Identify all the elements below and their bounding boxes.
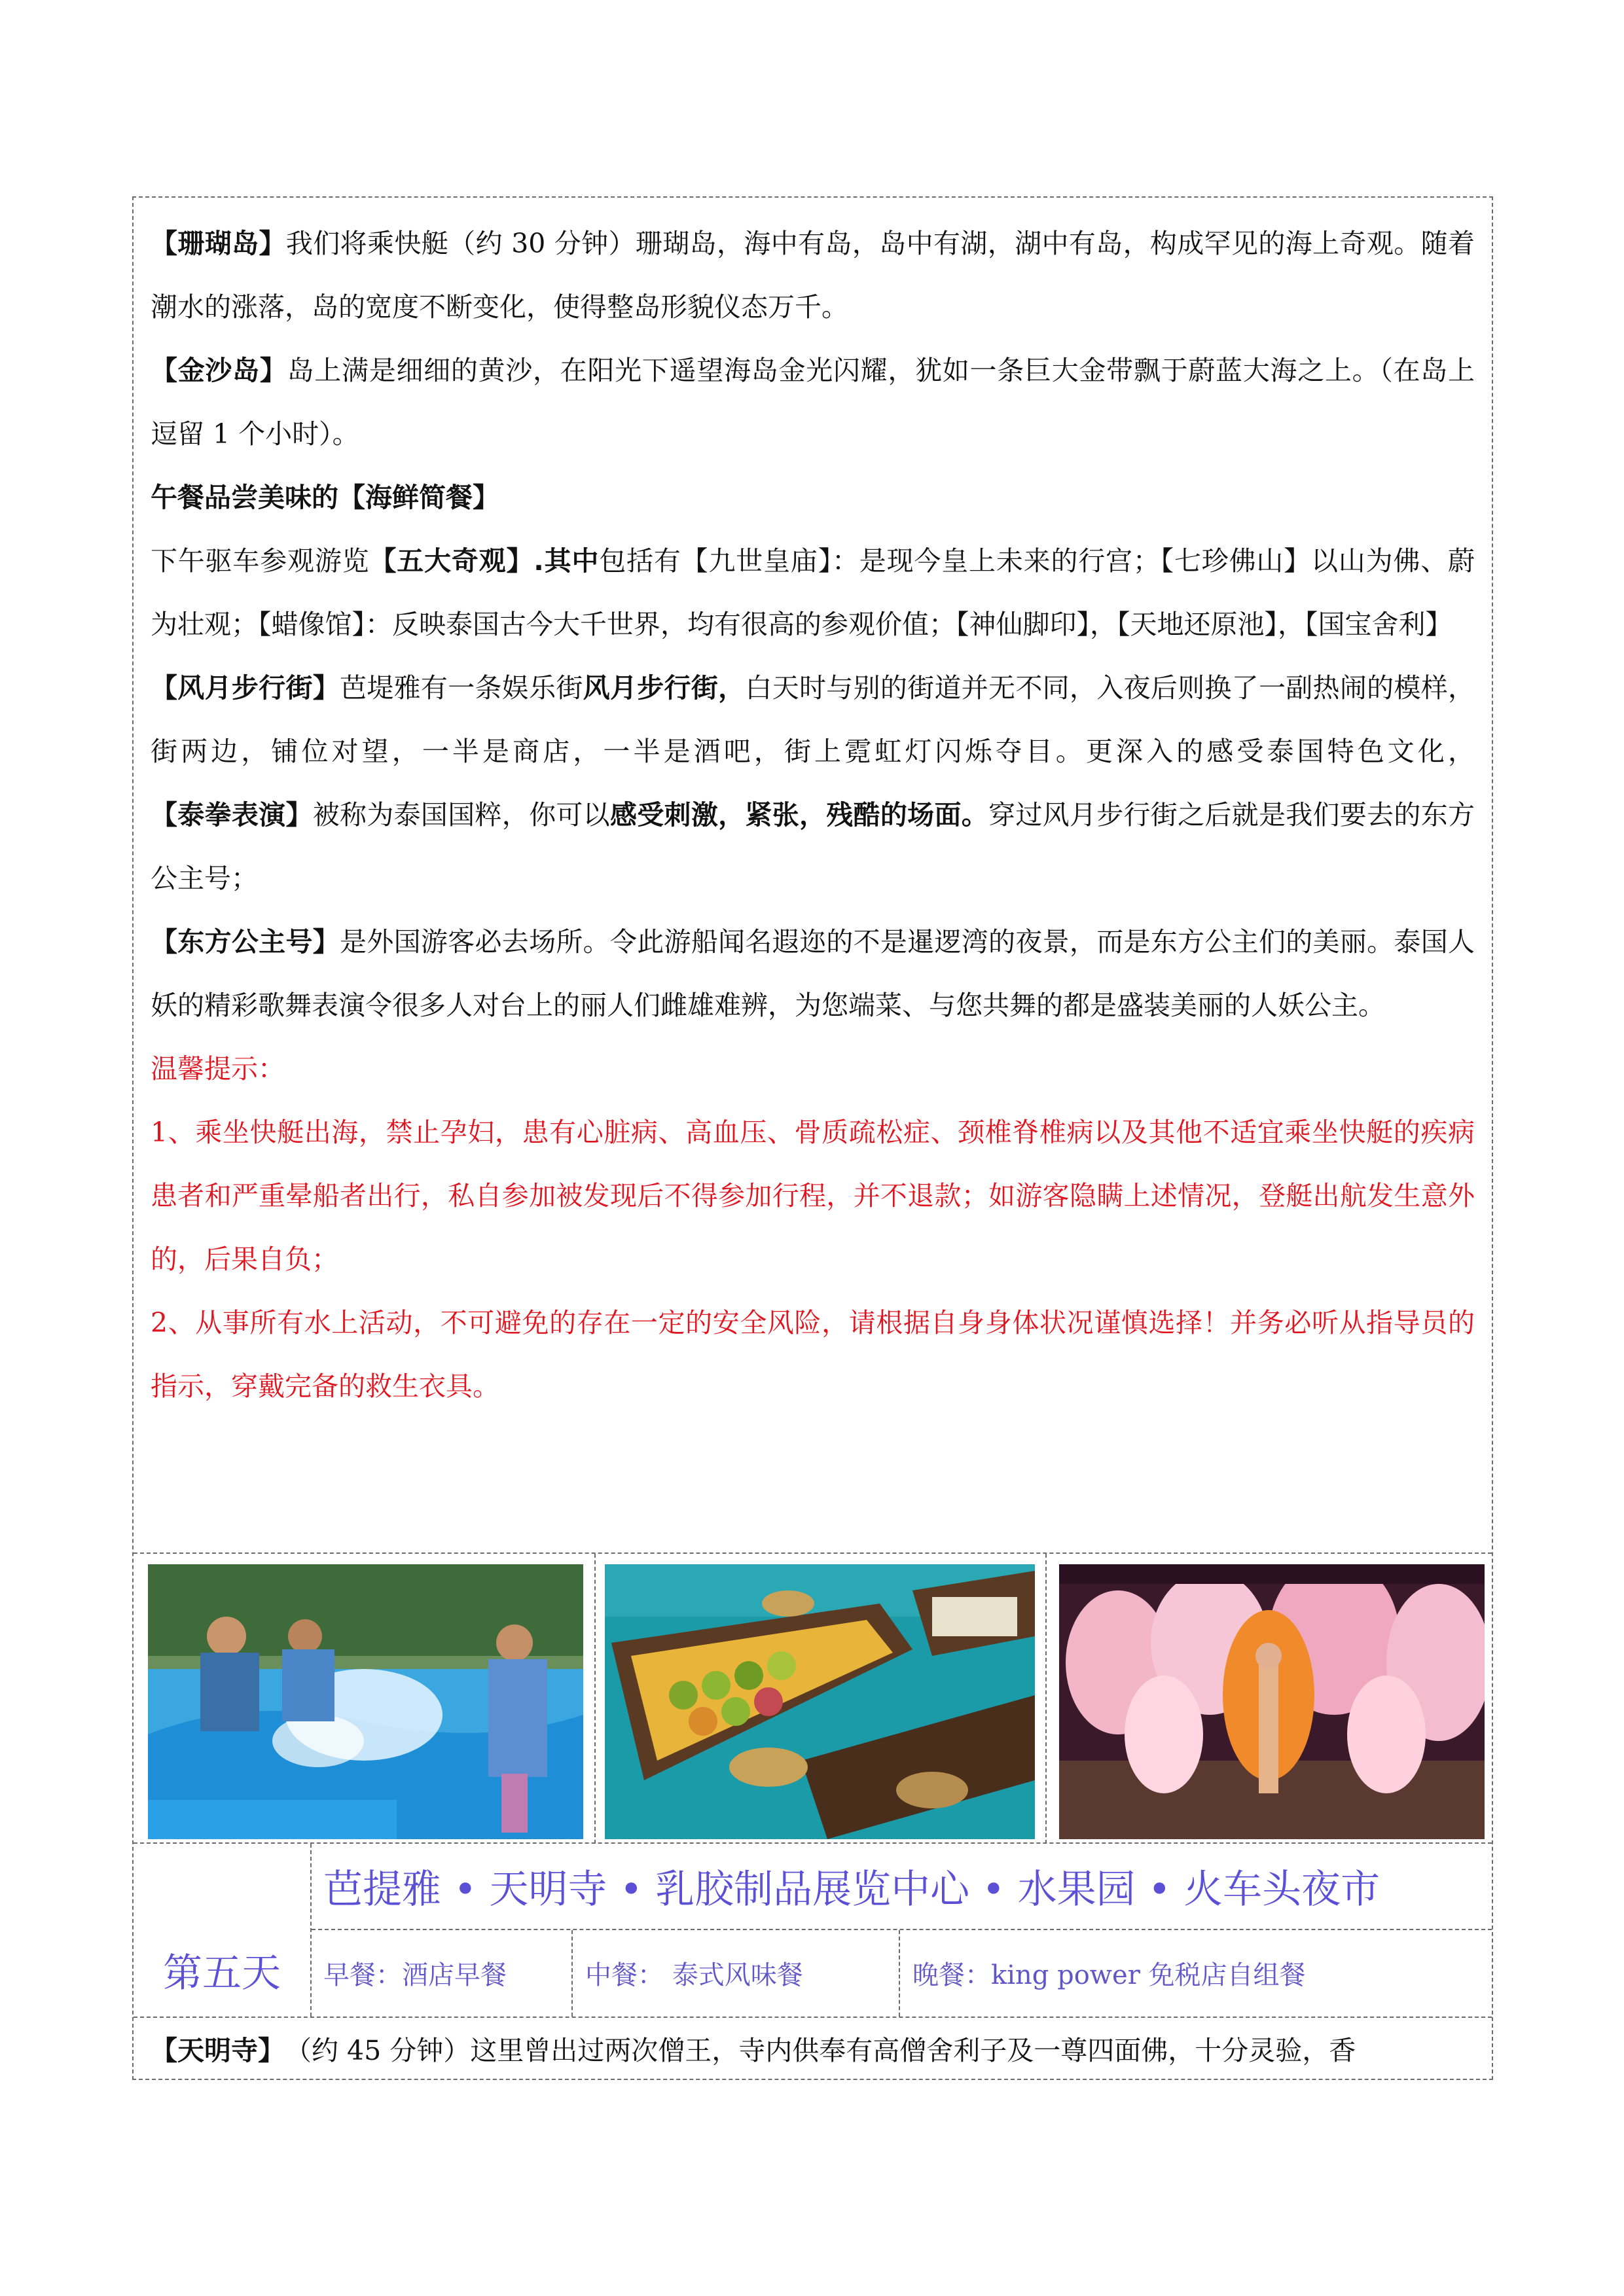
breakfast-info: 早餐：酒店早餐 xyxy=(323,1960,507,1990)
coral-island-paragraph xyxy=(151,212,1475,339)
lunch-text: 午餐品尝美味的【海鲜简餐】 xyxy=(151,482,499,513)
meal-divider-1 xyxy=(571,1930,573,2017)
floating-market-photo xyxy=(605,1564,1035,1839)
oriental-princess-paragraph xyxy=(151,910,1475,1037)
five-wonders-title: 【五大奇观】.其中 xyxy=(369,545,600,577)
tianming-temple-text: （约 45 分钟）这里曾出过两次僧王，寺内供奉有高僧舍利子及一尊四面佛，十分灵验，香 xyxy=(285,2034,1356,2066)
tianming-temple-title: 【天明寺】 xyxy=(151,2034,285,2066)
cabaret-show-photo xyxy=(1059,1564,1485,1839)
meal-divider-2 xyxy=(899,1930,900,2017)
golden-sand-island-text: 岛上满是细细的黄沙，在阳光下遥望海岛金光闪耀，犹如一条巨大金带飘于蔚蓝大海之上。（在岛上逗留 1 个小时）。 xyxy=(151,355,1475,450)
water-festival-photo xyxy=(148,1564,583,1839)
walking-street-bold: 风月步行街， xyxy=(583,672,746,704)
photo-divider-2 xyxy=(1045,1554,1047,1844)
walking-street-title: 【风月步行街】 xyxy=(151,672,340,704)
coral-island-title: 【珊瑚岛】 xyxy=(151,228,286,259)
walking-street-text-a: 芭堤雅有一条娱乐街 xyxy=(340,672,583,704)
walking-street-text-b: 白天时与别的街道并无不同，入夜后则换了一副热闹的模样，街两边，铺位对望，一半是商店，一半是酒吧，街上霓虹灯闪烁夺目。更深入的感受泰国特色文化， xyxy=(151,672,1475,767)
muay-thai-text: 被称为泰国国粹，你可以 xyxy=(312,799,610,831)
tips-title: 温馨提示： xyxy=(151,1053,285,1085)
tip-1: 1、乘坐快艇出海，禁止孕妇，患有心脏病、高血压、骨质疏松症、颈椎脊椎病以及其他不适宜乘坐快艇的疾病患者和严重晕船者出行，私自参加被发现后不得参加行程，并不退款；如游客隐瞒上述情况，登艇出航发生意外的，后果自负； xyxy=(151,1117,1475,1275)
day-route-title: 芭提雅 • 天明寺 • 乳胶制品展览中心 • 水果园 • 火车头夜市 xyxy=(323,1867,1380,1912)
golden-sand-island-paragraph xyxy=(151,339,1475,466)
muay-thai-title: 【泰拳表演】 xyxy=(151,799,313,831)
oriental-princess-title: 【东方公主号】 xyxy=(151,926,340,958)
oriental-princess-text: 是外国游客必去场所。令此游船闻名遐迩的不是暹逻湾的夜景，而是东方公主们的美丽。泰国人妖的精彩歌舞表演令很多人对台上的丽人们雌雄难辨，为您端菜、与您共舞的都是盛装美丽的人妖公主。 xyxy=(151,926,1475,1021)
coral-island-text: 我们将乘快艇（约 30 分钟）珊瑚岛，海中有岛，岛中有湖，湖中有岛，构成罕见的海上奇观。随着潮水的涨落，岛的宽度不断变化，使得整岛形貌仪态万千。 xyxy=(151,228,1475,323)
row-divider xyxy=(134,1552,1492,1554)
five-wonders-paragraph xyxy=(151,529,1475,656)
walking-street-paragraph xyxy=(151,656,1475,910)
lunch-info: 中餐： 泰式风味餐 xyxy=(585,1960,803,1990)
five-wonders-intro: 下午驱车参观游览 xyxy=(151,545,370,577)
tianming-temple-paragraph xyxy=(151,2017,1476,2079)
tip-2: 2、从事所有水上活动，不可避免的存在一定的安全风险，请根据自身身体状况谨慎选择！并务必听从指导员的指示，穿戴完备的救生衣具。 xyxy=(151,1307,1475,1402)
day-label-divider xyxy=(310,1844,312,2017)
golden-sand-island-title: 【金沙岛】 xyxy=(151,355,287,386)
five-wonders-text: 包括有【九世皇庙】：是现今皇上未来的行宫；【七珍佛山】以山为佛、蔚为壮观；【蜡像馆】：反映泰国古今大千世界，均有很高的参观价值；【神仙脚印】，【天地还原池】，【国宝舍利】 xyxy=(151,545,1475,640)
dinner-info: 晚餐：king power 免税店自组餐 xyxy=(912,1960,1306,1990)
photo-divider-1 xyxy=(594,1554,596,1844)
day-label: 第五天 xyxy=(163,1950,281,1996)
muay-thai-bold: 感受刺激，紧张，残酷的场面。 xyxy=(609,799,989,831)
itinerary-table xyxy=(132,196,1493,2080)
day-description-cell xyxy=(134,198,1492,1550)
lunch-paragraph xyxy=(151,466,1475,529)
walking-street-text-c: 穿过风月步行街之后就是我们要去的东方公主号； xyxy=(151,799,1475,894)
